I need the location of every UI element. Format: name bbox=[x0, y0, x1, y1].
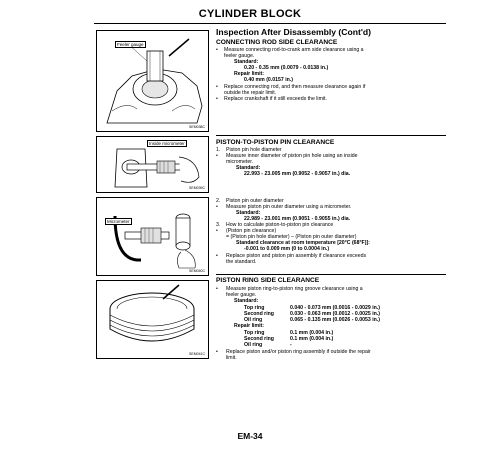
rep-ring-value: 0.1 mm (0.004 in.) bbox=[290, 336, 334, 342]
std-ring-name: Second ring bbox=[244, 311, 274, 317]
figure-code: SEM039C bbox=[189, 186, 205, 190]
ring-text: limit. bbox=[226, 355, 237, 361]
step-number: 2. bbox=[216, 198, 221, 204]
conrod-text: feeler gauge. bbox=[224, 53, 255, 59]
header-rule bbox=[94, 23, 446, 24]
figure-pin-hole bbox=[96, 136, 209, 193]
figure-conrod-clearance bbox=[96, 30, 209, 132]
step-number: 3. bbox=[216, 222, 221, 228]
rep-ring-name: Top ring bbox=[244, 330, 265, 336]
rep-ring-name: Oil ring bbox=[244, 342, 263, 348]
ring-text: feeler gauge. bbox=[226, 292, 257, 298]
pin-text: Measure piston pin outer diameter using a micrometer. bbox=[226, 204, 352, 210]
figure-ring-clearance bbox=[96, 280, 209, 359]
std-ring-value: 0.040 - 0.073 mm (0.0016 - 0.0029 in.) bbox=[290, 305, 380, 311]
figure-code: SEM038C bbox=[189, 125, 205, 129]
bullet: • bbox=[216, 204, 218, 210]
standard-value: 22.993 - 23.005 mm (0.9052 - 0.9057 in.) dia. bbox=[244, 171, 351, 177]
conrod-text: Replace crankshaft if it still exceeds the limit. bbox=[224, 96, 327, 102]
pin-text: micrometer. bbox=[226, 159, 254, 165]
conrod-text: Measure connecting rod-to-crank arm side clearance using a bbox=[224, 47, 364, 53]
step-number: 1. bbox=[216, 147, 221, 153]
standard-value: 22.989 - 23.001 mm (0.9051 - 0.9055 in.) dia. bbox=[244, 216, 351, 222]
bullet: • bbox=[216, 228, 218, 234]
standard-value: 0.20 - 0.35 mm (0.0079 - 0.0138 in.) bbox=[244, 65, 329, 71]
piston-ring-illustration bbox=[97, 281, 208, 358]
rep-ring-value: - bbox=[290, 342, 292, 348]
section-rule bbox=[216, 274, 446, 275]
bullet: • bbox=[216, 84, 218, 90]
page-header-title: CYLINDER BLOCK bbox=[198, 8, 302, 20]
pin-text: Replace piston and piston pin assembly if clearance exceeds bbox=[226, 253, 367, 259]
standard-label: Standard: bbox=[234, 298, 259, 304]
std-ring-value: 0.030 - 0.063 mm (0.0012 - 0.0025 in.) bbox=[290, 311, 380, 317]
pin-text: Piston pin hole diameter bbox=[226, 147, 282, 153]
bullet: • bbox=[216, 47, 218, 53]
standard-clearance-label: Standard clearance at room temperature [20°C (68°F)]: bbox=[236, 240, 370, 246]
figure-code: SEM040C bbox=[189, 269, 205, 273]
feeler-gauge-label: Feeler gauge bbox=[117, 42, 144, 47]
section-heading-piston-pin: PISTON-TO-PISTON PIN CLEARANCE bbox=[216, 139, 335, 146]
repair-limit-label: Repair limit: bbox=[234, 71, 264, 77]
main-title: Inspection After Disassembly (Cont'd) bbox=[216, 27, 372, 37]
std-ring-name: Oil ring bbox=[244, 317, 263, 323]
section-heading-conrod: CONNECTING ROD SIDE CLEARANCE bbox=[216, 39, 338, 46]
micrometer-label: Micrometer bbox=[107, 219, 130, 224]
pin-text: the standard. bbox=[226, 259, 257, 265]
section-rule bbox=[216, 135, 446, 136]
section-heading-piston-ring: PISTON RING SIDE CLEARANCE bbox=[216, 277, 320, 284]
bullet: • bbox=[216, 349, 218, 355]
figure-pin-outer-diameter bbox=[96, 197, 209, 276]
ring-text: Measure piston ring-to-piston ring groove clearance using a bbox=[226, 286, 363, 292]
pin-text: Measure inner diameter of piston pin hole using an inside bbox=[226, 153, 358, 159]
pin-text: = (Piston pin hole diameter) – (Piston pin outer diameter) bbox=[226, 234, 357, 240]
bullet: • bbox=[216, 96, 218, 102]
standard-label: Standard: bbox=[236, 165, 261, 171]
standard-clearance-value: -0.001 to 0.009 mm (0 to 0.0004 in.) bbox=[244, 246, 330, 252]
bullet: • bbox=[216, 153, 218, 159]
pin-text: Piston pin outer diameter bbox=[226, 198, 284, 204]
bullet: • bbox=[216, 253, 218, 259]
std-ring-name: Top ring bbox=[244, 305, 265, 311]
conrod-text: outside the repair limit. bbox=[224, 90, 277, 96]
standard-label: Standard: bbox=[234, 59, 259, 65]
inside-micrometer-label: Inside micrometer bbox=[149, 141, 185, 146]
standard-label: Standard: bbox=[236, 210, 261, 216]
repair-limit-value: 0.40 mm (0.0157 in.) bbox=[244, 77, 294, 83]
conrod-text: Replace connecting rod, and then measure clearance again if bbox=[224, 84, 366, 90]
std-ring-value: 0.065 - 0.135 mm (0.0026 - 0.0053 in.) bbox=[290, 317, 380, 323]
micrometer-illustration bbox=[97, 198, 208, 275]
repair-limit-label: Repair limit: bbox=[234, 323, 264, 329]
rep-ring-name: Second ring bbox=[244, 336, 274, 342]
pin-text: How to calculate piston-to-piston pin clearance bbox=[226, 222, 334, 228]
rep-ring-value: 0.1 mm (0.004 in.) bbox=[290, 330, 334, 336]
ring-text: Replace piston and/or piston ring assembly if outside the repair bbox=[226, 349, 371, 355]
bullet: • bbox=[216, 286, 218, 292]
conrod-illustration bbox=[97, 31, 208, 131]
pin-text: (Piston pin clearance) bbox=[226, 228, 277, 234]
figure-code: SEM041C bbox=[189, 352, 205, 356]
page-number: EM-34 bbox=[237, 431, 263, 441]
